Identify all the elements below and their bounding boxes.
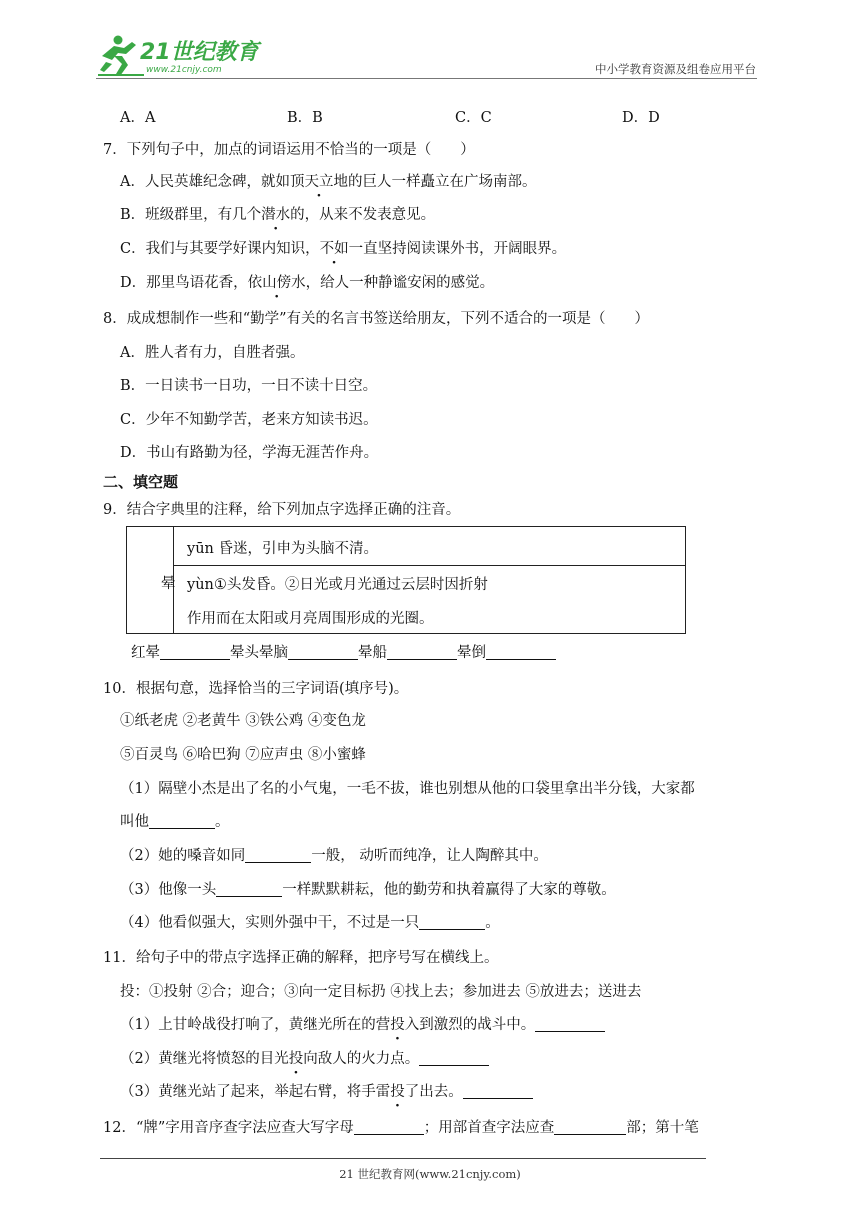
header-divider <box>96 78 757 79</box>
q10-sentence-4: （4）他看似强大，实则外强中干，不过是一只 。 <box>120 915 500 931</box>
q8-stem: 8．成成想制作一些和“勤学”有关的名言书签送给朋友，下列不适合的一项是（ ） <box>103 311 650 327</box>
answer-blank[interactable] <box>535 1015 605 1032</box>
q7-option-c: C．我们与其要学好课内知识，不如一直坚持阅读课外书，开阔眼界。 <box>120 241 567 257</box>
answer-blank[interactable] <box>149 812 215 829</box>
q8-option-d: D．书山有路勤为径，学海无涯苦作舟。 <box>120 445 379 461</box>
emphasized-word: 潜水 <box>261 207 291 223</box>
answer-blank[interactable] <box>419 913 485 930</box>
21cnjy-logo <box>96 34 266 80</box>
table-divider <box>173 565 685 566</box>
answer-blank[interactable] <box>554 1118 626 1135</box>
q9-stem: 9．结合字典里的注释，给下列加点字选择正确的注音。 <box>103 502 461 518</box>
q11-sentence-1: （1）上甘岭战役打响了，黄继光所在的营投入到激烈的战斗中。 <box>120 1015 605 1035</box>
emphasized-word: 投 <box>390 1084 405 1100</box>
q8-option-a: A．胜人者有力，自胜者强。 <box>120 345 305 361</box>
logo-url: www.21cnjy.com <box>146 65 222 75</box>
q10-stem: 10．根据句意，选择恰当的三字词语(填序号)。 <box>103 681 409 697</box>
emphasized-word: 投 <box>390 1017 405 1033</box>
answer-blank[interactable] <box>486 643 556 660</box>
answer-blank[interactable] <box>288 643 358 660</box>
q9-blanks <box>131 643 556 663</box>
word-item: 晕头晕脑 <box>230 645 288 661</box>
q10-sentence-1: （1）隔壁小杰是出了名的小气鬼，一毛不拔，谁也别想从他的口袋里拿出半分钱，大家都 <box>120 781 695 797</box>
q7-option-d: D．那里鸟语花香，依山傍水，给人一种静谧安闲的感觉。 <box>120 275 495 291</box>
word-item: 晕倒 <box>457 645 486 661</box>
q8-option-c: C．少年不知勤学苦，老来方知读书迟。 <box>120 412 378 428</box>
q6-option-a: A．A <box>120 110 156 126</box>
emphasized-word: 依山傍水 <box>247 275 306 291</box>
q11-stem: 11．给句子中的带点字选择正确的解释，把序号写在横线上。 <box>103 950 499 966</box>
q6-option-d: D．D <box>622 110 660 126</box>
footer-text: 21 世纪教育网(www.21cnjy.com) <box>339 1167 521 1181</box>
q12-stem: 12．“牌”字用音序查字法应查大写字母 ；用部首查字法应查 部；第十笔 <box>103 1120 699 1136</box>
definition-yun4-line1: yùn①头发昏。②日光或月光通过云层时因折射 <box>187 577 488 593</box>
q6-option-b: B．B <box>287 110 323 126</box>
q7-option-b: B．班级群里，有几个潜水的，从来不发表意见。 <box>120 207 436 223</box>
q10-sentence-3: （3）他像一头 一样默默耕耘，他的勤劳和执着赢得了大家的尊敬。 <box>120 882 616 898</box>
dictionary-char: 晕 <box>161 576 176 592</box>
q6-option-c: C．C <box>455 110 492 126</box>
answer-blank[interactable] <box>463 1082 533 1099</box>
q7-option-a: A．人民英雄纪念碑，就如顶天立地的巨人一样矗立在广场南部。 <box>120 174 537 190</box>
section-heading-fill-in: 二、填空题 <box>103 473 179 491</box>
q11-sentence-2: （2）黄继光将愤怒的目光投向敌人的火力点。 <box>120 1049 489 1069</box>
answer-blank[interactable] <box>245 846 311 863</box>
definition-yun4-line2: 作用而在太阳或月亮周围形成的光圈。 <box>187 611 434 627</box>
emphasized-word: 投 <box>288 1051 304 1067</box>
answer-blank[interactable] <box>387 643 457 660</box>
answer-blank[interactable] <box>160 643 230 660</box>
definition-yun1: yūn 昏迷，引申为头脑不清。 <box>187 541 378 557</box>
answer-blank[interactable] <box>216 880 282 897</box>
q10-options-row2: ⑤百灵鸟 ⑥哈巴狗 ⑦应声虫 ⑧小蜜蜂 <box>120 747 366 763</box>
word-item: 红晕 <box>131 645 160 661</box>
site-tagline: 中小学教育资源及组卷应用平台 <box>595 62 756 76</box>
q10-sentence-2: （2）她的嗓音如同 一般， 动听而纯净，让人陶醉其中。 <box>120 848 548 864</box>
footer-divider <box>100 1158 706 1159</box>
q11-definitions: 投：①投射 ②合；迎合；③向一定目标扔 ④找上去；参加进去 ⑤放进去；送进去 <box>120 984 642 1000</box>
q10-options-row1: ①纸老虎 ②老黄牛 ③铁公鸡 ④变色龙 <box>120 713 366 729</box>
word-item: 晕船 <box>358 645 387 661</box>
q8-option-b: B．一日读书一日功，一日不读十日空。 <box>120 378 378 394</box>
logo-text: 21世纪教育 <box>140 40 259 65</box>
emphasized-word: 不如 <box>319 241 349 257</box>
q7-stem: 7．下列句子中，加点的词语运用不恰当的一项是（ ） <box>103 142 475 158</box>
q10-sentence-1-cont: 叫他 。 <box>120 814 230 830</box>
emphasized-word: 顶天立地 <box>289 174 348 190</box>
q11-sentence-3: （3）黄继光站了起来，举起右臂，将手雷投了出去。 <box>120 1082 533 1102</box>
answer-blank[interactable] <box>419 1049 489 1066</box>
dictionary-entry-table <box>126 526 686 634</box>
answer-blank[interactable] <box>354 1118 424 1135</box>
